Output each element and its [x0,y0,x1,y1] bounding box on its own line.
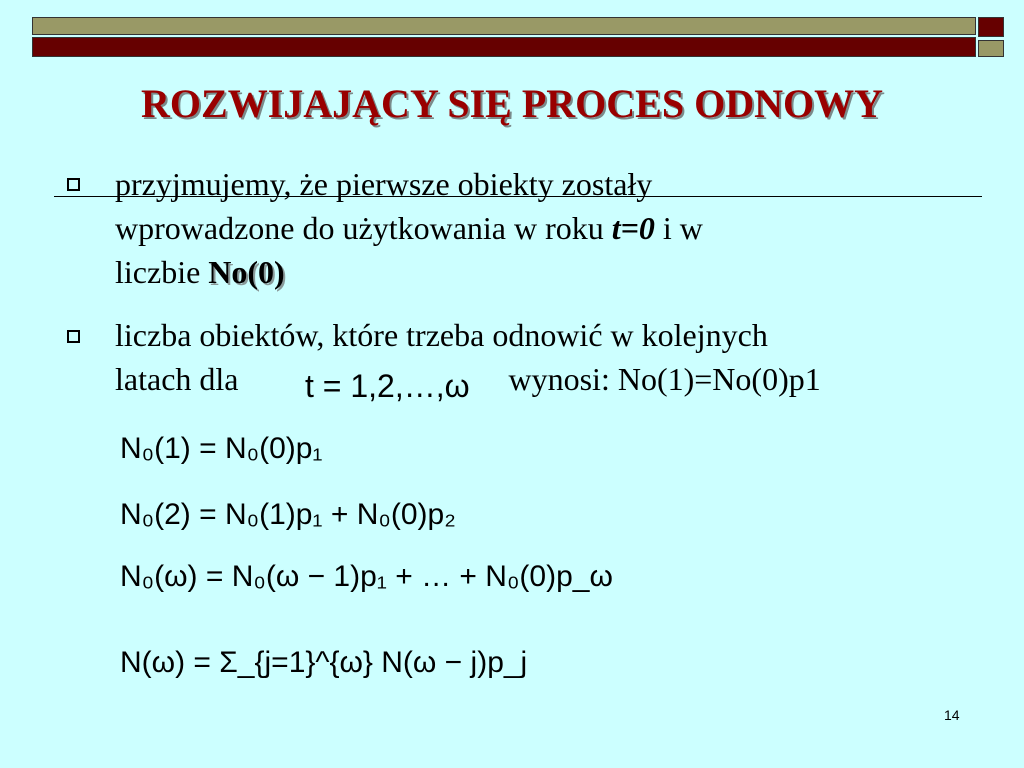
bullet-2-line-1: liczba obiektów, które trzeba odnowić w kolejnych [115,317,768,353]
bullet-2-result: wynosi: No(1)=No(0)p1 [508,361,821,397]
year-variable: t=0 [611,210,655,246]
t-range-formula: t = 1,2,…,ω [305,368,470,404]
bullet-1-text-end: i w [654,210,703,246]
initial-count-symbol: No(0) [208,254,285,290]
bullet-1-text: wprowadzone do użytkowania w roku [115,210,612,246]
header-decoration [32,17,976,57]
bullet-1-line-1: przyjmujemy, że pierwsze obiekty zostały [115,166,653,202]
bullet-1-text-liczbie: liczbie [115,254,209,290]
equation-4: N(ω) = Σ_{j=1}^{ω} N(ω − j)p_j [120,646,528,679]
equation-1: N₀(1) = N₀(0)p₁ [120,432,323,465]
square-bullet-icon [67,178,80,191]
header-bar-olive [32,17,976,35]
equation-2: N₀(2) = N₀(1)p₁ + N₀(0)p₂ [120,498,456,531]
header-bar-maroon [32,37,976,57]
bullet-2-text: latach dla [115,361,239,397]
bullet-1-line-3 [115,250,703,294]
page-number: 14 [944,707,960,723]
bullet-1-line-2 [115,206,703,250]
square-bullet-icon [67,330,80,343]
equation-3: N₀(ω) = N₀(ω − 1)p₁ + … + N₀(0)p_ω [120,560,613,593]
corner-square-maroon [978,17,1004,37]
corner-square-olive [978,40,1004,57]
slide-title: ROZWIJAJĄCY SIĘ PROCES ODNOWY [141,81,883,126]
bullet-item-1 [115,162,703,294]
